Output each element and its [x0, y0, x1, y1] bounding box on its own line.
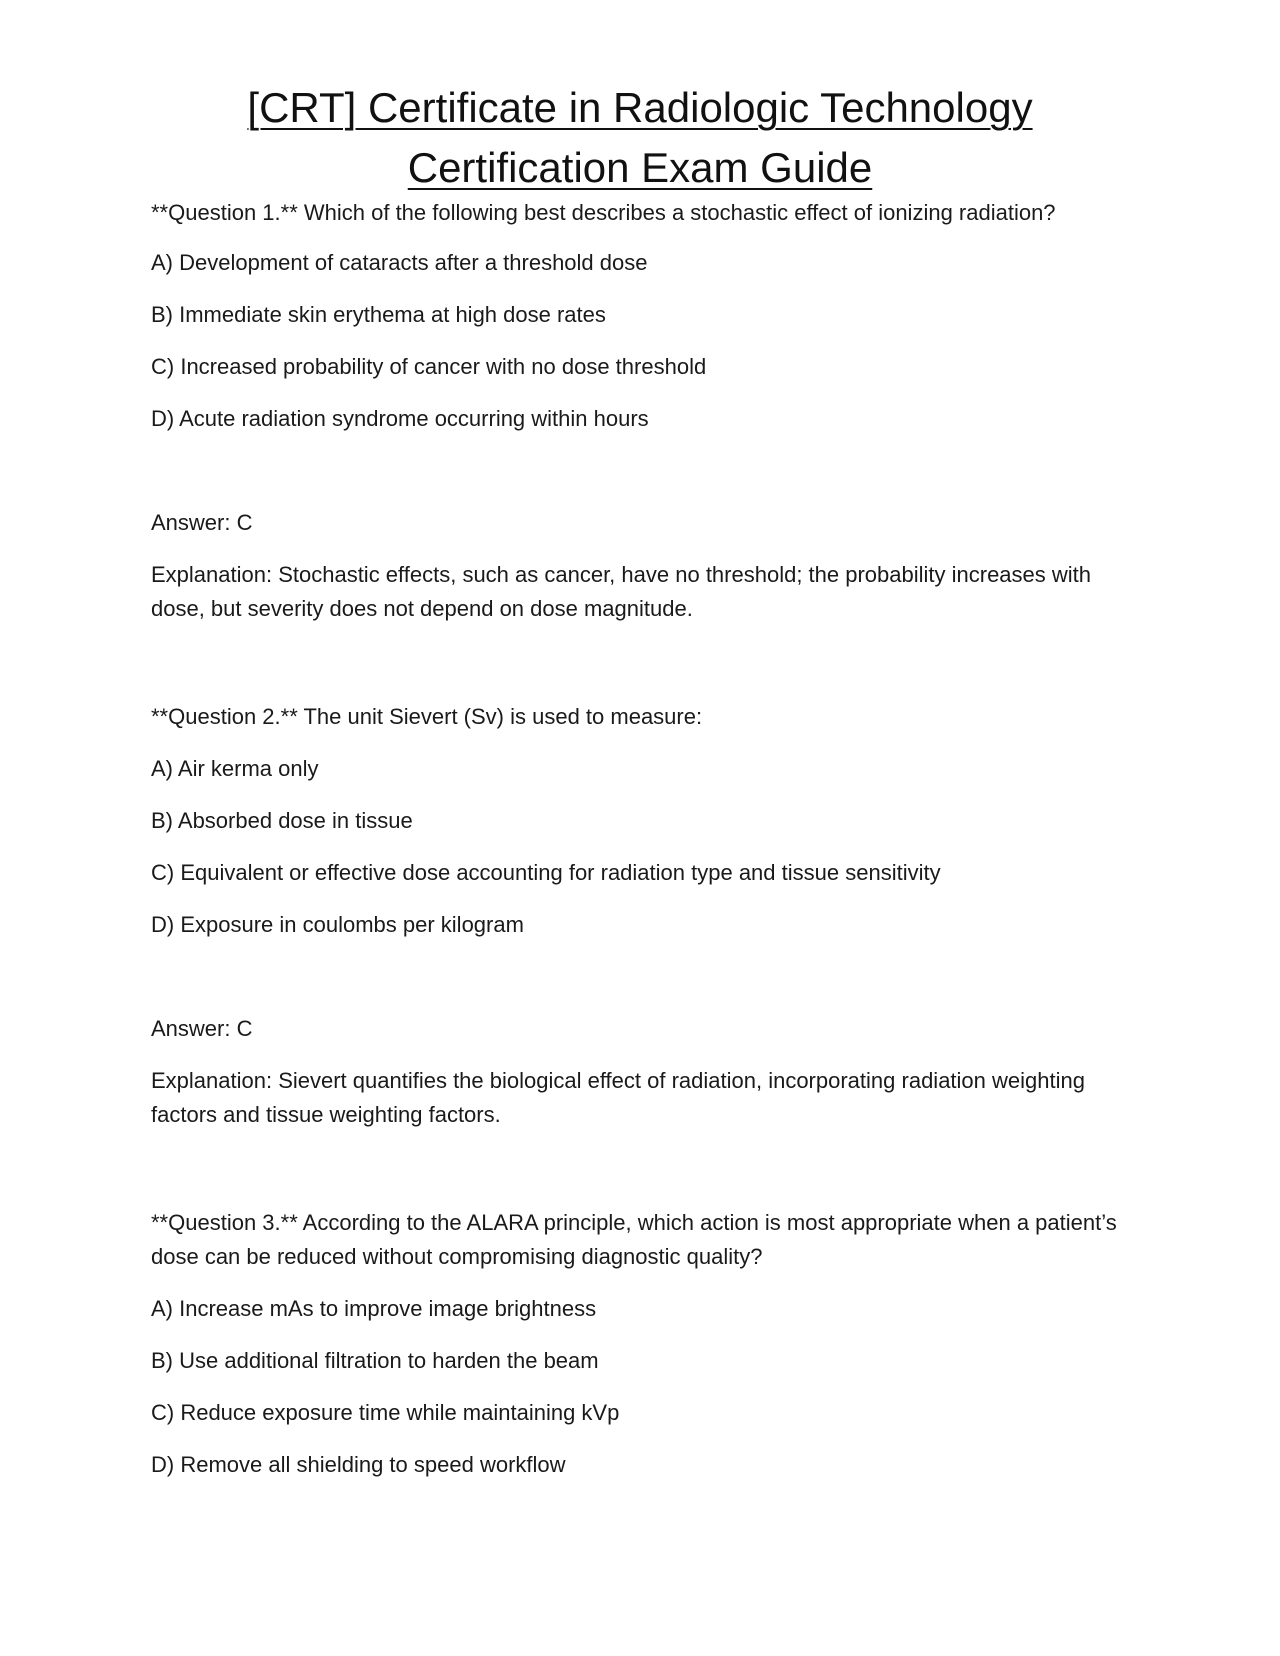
- question-3-prompt: **Question 3.** According to the ALARA principle, which action is most appropriate when a patient’s dose can be reduced without compromising diagnostic quality?: [151, 1210, 1117, 1269]
- question-1-prompt: **Question 1.** Which of the following best describes a stochastic effect of ionizing radiation?: [151, 200, 1056, 225]
- question-2-explanation: Explanation: Sievert quantifies the biological effect of radiation, incorporating radiation weighting factors and tissue weighting factors.: [151, 1068, 1085, 1127]
- document-title-line-2: Certification Exam Guide: [407, 144, 873, 191]
- question-2-option-d: D) Exposure in coulombs per kilogram: [151, 912, 524, 937]
- question-2-option-b: B) Absorbed dose in tissue: [151, 808, 413, 833]
- question-3-option-c: C) Reduce exposure time while maintaining kVp: [151, 1400, 620, 1425]
- question-1-option-c: C) Increased probability of cancer with no dose threshold: [151, 354, 707, 379]
- question-1-option-d: D) Acute radiation syndrome occurring within hours: [151, 406, 649, 431]
- question-2-prompt: **Question 2.** The unit Sievert (Sv) is used to measure:: [151, 704, 703, 729]
- question-1-answer: Answer: C: [151, 510, 253, 535]
- question-1-explanation: Explanation: Stochastic effects, such as cancer, have no threshold; the probability increases with dose, but severity does not depend on dose magnitude.: [151, 562, 1092, 621]
- question-1-option-b: B) Immediate skin erythema at high dose rates: [151, 302, 606, 327]
- question-2-answer: Answer: C: [151, 1016, 253, 1041]
- question-1-option-a: A) Development of cataracts after a threshold dose: [151, 250, 648, 275]
- question-2-option-a: A) Air kerma only: [151, 756, 319, 781]
- document-title-line-1: [CRT] Certificate in Radiologic Technology: [247, 84, 1033, 131]
- question-3-option-b: B) Use additional filtration to harden the beam: [151, 1348, 599, 1373]
- question-3-option-d: D) Remove all shielding to speed workflow: [151, 1452, 566, 1477]
- question-3-option-a: A) Increase mAs to improve image brightness: [151, 1296, 597, 1321]
- question-2-option-c: C) Equivalent or effective dose accounting for radiation type and tissue sensitivity: [151, 860, 941, 885]
